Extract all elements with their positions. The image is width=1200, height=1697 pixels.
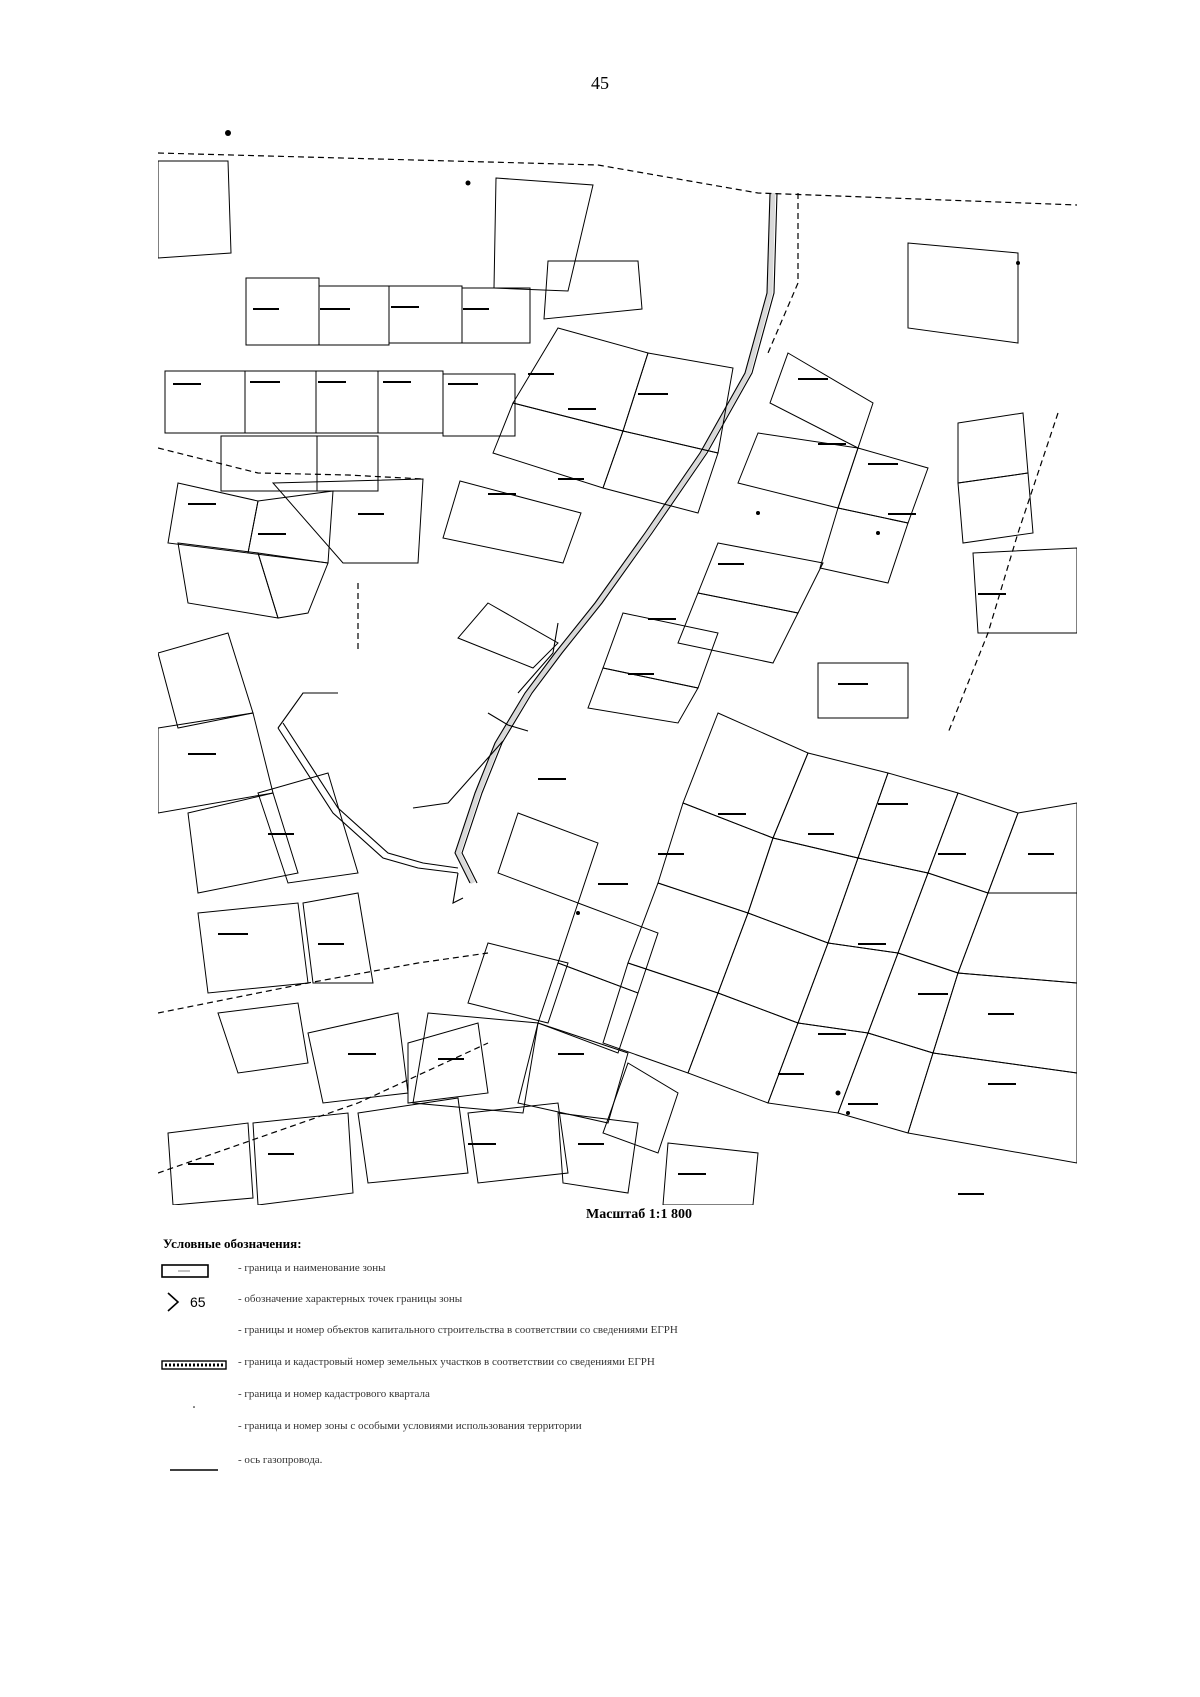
parcel-boundary-box-symbol bbox=[160, 1352, 230, 1378]
legend-item-text: - граница и наименование зоны bbox=[238, 1262, 386, 1274]
map-scale-label: Масштаб 1:1 800 bbox=[586, 1207, 692, 1222]
capital-construction-symbol bbox=[160, 1320, 230, 1346]
gas-pipeline-axis-symbol bbox=[160, 1450, 230, 1476]
boundary-point-sample-number: 65 bbox=[190, 1294, 206, 1310]
cadastral-map[interactable] bbox=[158, 113, 1077, 1205]
legend-item-text: - ось газопровода. bbox=[238, 1454, 323, 1466]
cadastral-quarter-symbol bbox=[160, 1384, 230, 1410]
page-number: 45 bbox=[591, 73, 609, 93]
legend-item-text: - граница и кадастровый номер земельных участков в соответствии со сведениями ЕГРН bbox=[238, 1356, 655, 1368]
legend-item-text: - граница и номер зоны с особыми условиями использования территории bbox=[238, 1420, 582, 1432]
zone-boundary-box-symbol bbox=[160, 1258, 230, 1284]
legend-item-text: - граница и номер кадастрового квартала bbox=[238, 1388, 430, 1400]
legend-item-text: - обозначение характерных точек границы зоны bbox=[238, 1293, 463, 1305]
boundary-point-marker-symbol bbox=[160, 1289, 230, 1315]
special-zone-symbol bbox=[160, 1416, 230, 1442]
legend-item-text: - границы и номер объектов капитального строительства в соответствии со сведениями ЕГРН bbox=[238, 1324, 678, 1336]
legend-title: Условные обозначения: bbox=[163, 1236, 302, 1251]
